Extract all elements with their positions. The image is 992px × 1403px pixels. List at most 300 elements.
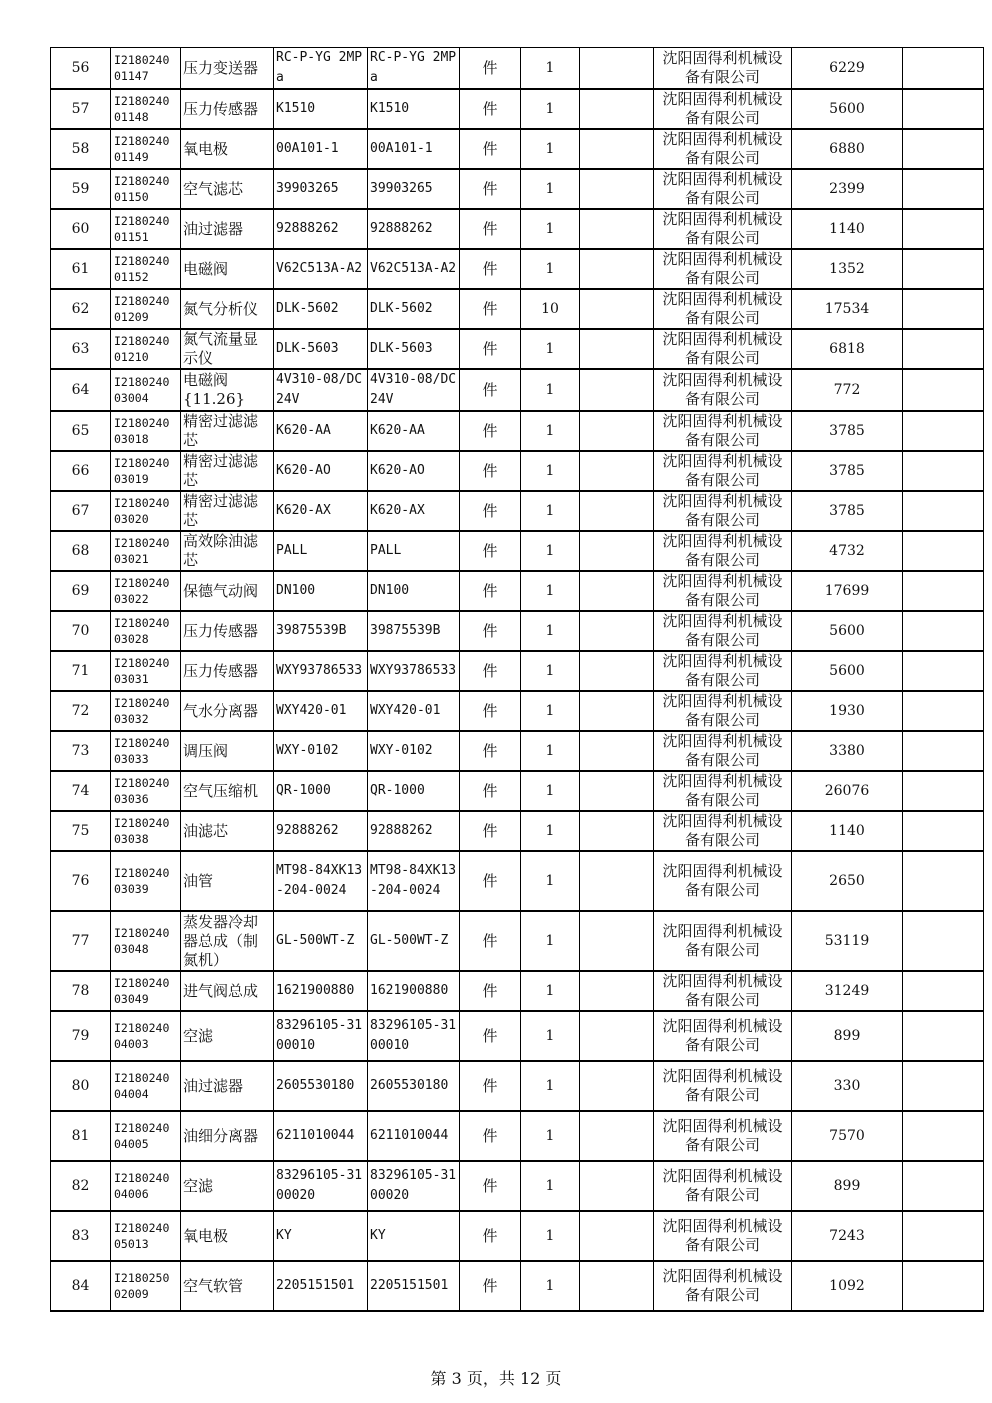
supplier-cell: 沈阳固得利机械设备有限公司 (654, 48, 792, 90)
model-cell: K620-AX (274, 491, 368, 531)
table-row (51, 731, 984, 771)
item-code-cell (111, 1211, 181, 1261)
table-row (51, 691, 984, 731)
price-cell: 899 (792, 1161, 903, 1211)
model-cell: DLK-5602 (274, 289, 368, 329)
quantity-cell: 1 (521, 329, 580, 369)
price-cell: 17534 (792, 289, 903, 329)
item-code-line: I2180240 (114, 1121, 170, 1135)
unit-cell: 件 (460, 48, 521, 90)
item-code-line: I2180240 (114, 976, 170, 990)
quantity-cell: 1 (521, 531, 580, 571)
empty-cell (580, 1261, 654, 1311)
empty-cell (580, 691, 654, 731)
spec-cell: 2205151501 (368, 1261, 460, 1311)
item-code-line: 04003 (114, 1037, 149, 1051)
quantity-cell: 1 (521, 1211, 580, 1261)
model-cell: 00A101-1 (274, 129, 368, 169)
item-code-line: I2180240 (114, 134, 170, 148)
empty-cell (580, 611, 654, 651)
item-name-cell: 空气滤芯 (181, 169, 274, 209)
item-code-line: 03033 (114, 752, 149, 766)
price-cell: 1352 (792, 249, 903, 289)
item-name-cell: 氧电极 (181, 1211, 274, 1261)
item-name-cell: 空气压缩机 (181, 771, 274, 811)
table-row (51, 209, 984, 249)
remark-cell (903, 209, 984, 249)
spec-cell: K620-AX (368, 491, 460, 531)
item-code-line: I2180240 (114, 1221, 170, 1235)
item-code-line: I2180240 (114, 496, 170, 510)
row-number-cell: 74 (51, 771, 111, 811)
table-row (51, 369, 984, 411)
model-cell: 6211010044 (274, 1111, 368, 1161)
price-cell: 1092 (792, 1261, 903, 1311)
table-row (51, 911, 984, 971)
spec-cell: 92888262 (368, 811, 460, 851)
table-row (51, 89, 984, 129)
remark-cell (903, 1161, 984, 1211)
model-cell: 4V310-08/DC24V (274, 369, 368, 411)
item-name-cell: 氮气流量显示仪 (181, 329, 274, 369)
unit-cell: 件 (460, 971, 521, 1011)
empty-cell (580, 209, 654, 249)
table-row (51, 611, 984, 651)
spec-cell: 39875539B (368, 611, 460, 651)
unit-cell: 件 (460, 911, 521, 971)
spec-cell: 39903265 (368, 169, 460, 209)
price-cell: 3785 (792, 451, 903, 491)
quantity-cell: 1 (521, 209, 580, 249)
quantity-cell: 1 (521, 451, 580, 491)
unit-cell: 件 (460, 451, 521, 491)
model-cell: DN100 (274, 571, 368, 611)
model-cell: 1621900880 (274, 971, 368, 1011)
remark-cell (903, 411, 984, 451)
item-code-cell (111, 971, 181, 1011)
item-code-cell (111, 611, 181, 651)
unit-cell: 件 (460, 1011, 521, 1061)
item-code-cell (111, 491, 181, 531)
item-name-cell: 调压阀 (181, 731, 274, 771)
supplier-cell: 沈阳固得利机械设备有限公司 (654, 451, 792, 491)
item-name-cell: 油过滤器 (181, 209, 274, 249)
empty-cell (580, 451, 654, 491)
model-cell: PALL (274, 531, 368, 571)
item-code-line: I2180240 (114, 656, 170, 670)
empty-cell (580, 411, 654, 451)
empty-cell (580, 1111, 654, 1161)
model-cell: K620-AO (274, 451, 368, 491)
spec-cell: WXY93786533 (368, 651, 460, 691)
row-number-cell: 56 (51, 48, 111, 90)
remark-cell (903, 48, 984, 90)
table-row (51, 491, 984, 531)
item-code-cell (111, 651, 181, 691)
supplier-cell: 沈阳固得利机械设备有限公司 (654, 369, 792, 411)
item-code-line: I2180240 (114, 294, 170, 308)
item-code-cell (111, 249, 181, 289)
remark-cell (903, 329, 984, 369)
unit-cell: 件 (460, 771, 521, 811)
supplier-cell: 沈阳固得利机械设备有限公司 (654, 911, 792, 971)
spec-cell: 92888262 (368, 209, 460, 249)
price-cell: 899 (792, 1011, 903, 1061)
model-cell: DLK-5603 (274, 329, 368, 369)
empty-cell (580, 369, 654, 411)
quantity-cell: 1 (521, 48, 580, 90)
supplier-cell: 沈阳固得利机械设备有限公司 (654, 1211, 792, 1261)
unit-cell: 件 (460, 1161, 521, 1211)
price-cell: 3785 (792, 411, 903, 451)
row-number-cell: 80 (51, 1061, 111, 1111)
remark-cell (903, 1061, 984, 1111)
row-number-cell: 72 (51, 691, 111, 731)
price-cell: 6229 (792, 48, 903, 90)
price-cell: 3785 (792, 491, 903, 531)
price-cell: 2650 (792, 851, 903, 911)
row-number-cell: 67 (51, 491, 111, 531)
item-code-line: I2180240 (114, 334, 170, 348)
item-code-cell (111, 451, 181, 491)
unit-cell: 件 (460, 851, 521, 911)
empty-cell (580, 1161, 654, 1211)
supplier-cell: 沈阳固得利机械设备有限公司 (654, 531, 792, 571)
item-name-cell: 压力传感器 (181, 651, 274, 691)
supplier-cell: 沈阳固得利机械设备有限公司 (654, 209, 792, 249)
model-cell: 92888262 (274, 811, 368, 851)
item-code-line: 01150 (114, 190, 149, 204)
model-cell: WXY-0102 (274, 731, 368, 771)
supplier-cell: 沈阳固得利机械设备有限公司 (654, 1011, 792, 1061)
supplier-cell: 沈阳固得利机械设备有限公司 (654, 611, 792, 651)
spec-cell: 83296105-3100010 (368, 1011, 460, 1061)
quantity-cell: 1 (521, 731, 580, 771)
table-row (51, 771, 984, 811)
price-cell: 17699 (792, 571, 903, 611)
model-cell: 39903265 (274, 169, 368, 209)
supplier-cell: 沈阳固得利机械设备有限公司 (654, 771, 792, 811)
item-name-cell: 氮气分析仪 (181, 289, 274, 329)
supplier-cell: 沈阳固得利机械设备有限公司 (654, 571, 792, 611)
empty-cell (580, 1061, 654, 1111)
item-code-cell (111, 411, 181, 451)
row-number-cell: 73 (51, 731, 111, 771)
model-cell: 2205151501 (274, 1261, 368, 1311)
model-cell: 83296105-3100010 (274, 1011, 368, 1061)
empty-cell (580, 531, 654, 571)
supplier-cell: 沈阳固得利机械设备有限公司 (654, 289, 792, 329)
item-code-line: 03031 (114, 672, 149, 686)
unit-cell: 件 (460, 209, 521, 249)
item-code-line: 02009 (114, 1287, 149, 1301)
remark-cell (903, 289, 984, 329)
empty-cell (580, 731, 654, 771)
spec-cell: WXY-0102 (368, 731, 460, 771)
supplier-cell: 沈阳固得利机械设备有限公司 (654, 89, 792, 129)
remark-cell (903, 491, 984, 531)
empty-cell (580, 329, 654, 369)
row-number-cell: 76 (51, 851, 111, 911)
remark-cell (903, 611, 984, 651)
item-code-line: 03039 (114, 882, 149, 896)
item-code-line: 03048 (114, 942, 149, 956)
row-number-cell: 61 (51, 249, 111, 289)
parts-table (50, 47, 984, 1312)
item-code-line: 03004 (114, 391, 149, 405)
quantity-cell: 1 (521, 911, 580, 971)
item-code-line: 03022 (114, 592, 149, 606)
quantity-cell: 1 (521, 771, 580, 811)
spec-cell: K1510 (368, 89, 460, 129)
model-cell: 92888262 (274, 209, 368, 249)
price-cell: 3380 (792, 731, 903, 771)
item-code-cell (111, 169, 181, 209)
item-code-line: I2180240 (114, 736, 170, 750)
item-code-line: 03028 (114, 632, 149, 646)
item-name-cell: 电磁阀{11.26} (181, 369, 274, 411)
item-code-cell (111, 731, 181, 771)
remark-cell (903, 451, 984, 491)
table-row (51, 249, 984, 289)
item-code-line: I2180240 (114, 866, 170, 880)
table-row (51, 169, 984, 209)
remark-cell (903, 1211, 984, 1261)
remark-cell (903, 369, 984, 411)
item-code-line: I2180240 (114, 214, 170, 228)
model-cell: 2605530180 (274, 1061, 368, 1111)
item-code-cell (111, 289, 181, 329)
quantity-cell: 10 (521, 289, 580, 329)
unit-cell: 件 (460, 611, 521, 651)
quantity-cell: 1 (521, 971, 580, 1011)
item-code-line: 01148 (114, 110, 149, 124)
table-row (51, 289, 984, 329)
item-code-cell (111, 1011, 181, 1061)
spec-cell: 6211010044 (368, 1111, 460, 1161)
item-name-cell: 蒸发器冷却器总成（制氮机） (181, 911, 274, 971)
spec-cell: 00A101-1 (368, 129, 460, 169)
item-code-cell (111, 1111, 181, 1161)
item-code-line: I2180240 (114, 696, 170, 710)
quantity-cell: 1 (521, 1061, 580, 1111)
remark-cell (903, 1111, 984, 1161)
item-code-line: I2180240 (114, 816, 170, 830)
item-code-line: I2180240 (114, 94, 170, 108)
row-number-cell: 71 (51, 651, 111, 691)
item-code-line: 03018 (114, 432, 149, 446)
item-code-line: I2180240 (114, 53, 170, 67)
price-cell: 5600 (792, 89, 903, 129)
item-code-line: I2180240 (114, 776, 170, 790)
price-cell: 1140 (792, 209, 903, 249)
spec-cell: 1621900880 (368, 971, 460, 1011)
remark-cell (903, 911, 984, 971)
supplier-cell: 沈阳固得利机械设备有限公司 (654, 971, 792, 1011)
supplier-cell: 沈阳固得利机械设备有限公司 (654, 691, 792, 731)
empty-cell (580, 911, 654, 971)
quantity-cell: 1 (521, 89, 580, 129)
row-number-cell: 66 (51, 451, 111, 491)
table-row (51, 451, 984, 491)
price-cell: 5600 (792, 611, 903, 651)
spec-cell: MT98-84XK13-204-0024 (368, 851, 460, 911)
spec-cell: PALL (368, 531, 460, 571)
spec-cell: WXY420-01 (368, 691, 460, 731)
empty-cell (580, 129, 654, 169)
unit-cell: 件 (460, 571, 521, 611)
empty-cell (580, 651, 654, 691)
quantity-cell: 1 (521, 1011, 580, 1061)
price-cell: 7570 (792, 1111, 903, 1161)
item-name-cell: 油细分离器 (181, 1111, 274, 1161)
item-name-cell: 进气阀总成 (181, 971, 274, 1011)
model-cell: KY (274, 1211, 368, 1261)
unit-cell: 件 (460, 289, 521, 329)
item-code-cell (111, 1161, 181, 1211)
item-code-line: 03036 (114, 792, 149, 806)
remark-cell (903, 89, 984, 129)
row-number-cell: 69 (51, 571, 111, 611)
remark-cell (903, 1011, 984, 1061)
unit-cell: 件 (460, 129, 521, 169)
item-code-line: 05013 (114, 1237, 149, 1251)
remark-cell (903, 571, 984, 611)
quantity-cell: 1 (521, 169, 580, 209)
table-row (51, 411, 984, 451)
quantity-cell: 1 (521, 1261, 580, 1311)
table-row (51, 129, 984, 169)
empty-cell (580, 89, 654, 129)
empty-cell (580, 169, 654, 209)
spec-cell: K620-AA (368, 411, 460, 451)
spec-cell: DLK-5603 (368, 329, 460, 369)
spec-cell: KY (368, 1211, 460, 1261)
row-number-cell: 59 (51, 169, 111, 209)
item-code-line: 03020 (114, 512, 149, 526)
item-code-cell (111, 531, 181, 571)
item-code-line: I2180240 (114, 1071, 170, 1085)
item-code-cell (111, 1061, 181, 1111)
price-cell: 2399 (792, 169, 903, 209)
item-name-cell: 高效除油滤芯 (181, 531, 274, 571)
unit-cell: 件 (460, 329, 521, 369)
item-code-cell (111, 369, 181, 411)
item-code-cell (111, 129, 181, 169)
unit-cell: 件 (460, 811, 521, 851)
item-code-line: 03049 (114, 992, 149, 1006)
quantity-cell: 1 (521, 411, 580, 451)
remark-cell (903, 731, 984, 771)
row-number-cell: 70 (51, 611, 111, 651)
item-code-line: I2180240 (114, 174, 170, 188)
row-number-cell: 60 (51, 209, 111, 249)
spec-cell: GL-500WT-Z (368, 911, 460, 971)
spec-cell: 2605530180 (368, 1061, 460, 1111)
item-code-line: 01209 (114, 310, 149, 324)
table-body (51, 48, 984, 1312)
model-cell: V62C513A-A2 (274, 249, 368, 289)
unit-cell: 件 (460, 169, 521, 209)
spec-cell: 4V310-08/DC24V (368, 369, 460, 411)
spec-cell: K620-AO (368, 451, 460, 491)
item-code-line: 03032 (114, 712, 149, 726)
empty-cell (580, 1211, 654, 1261)
price-cell: 31249 (792, 971, 903, 1011)
table-row (51, 531, 984, 571)
unit-cell: 件 (460, 731, 521, 771)
unit-cell: 件 (460, 411, 521, 451)
item-name-cell: 精密过滤滤芯 (181, 451, 274, 491)
table-row (51, 1011, 984, 1061)
table-row (51, 329, 984, 369)
supplier-cell: 沈阳固得利机械设备有限公司 (654, 1111, 792, 1161)
spec-cell: RC-P-YG 2MPa (368, 48, 460, 90)
unit-cell: 件 (460, 1061, 521, 1111)
quantity-cell: 1 (521, 811, 580, 851)
model-cell: WXY420-01 (274, 691, 368, 731)
item-code-line: 03019 (114, 472, 149, 486)
empty-cell (580, 1011, 654, 1061)
table-row (51, 1161, 984, 1211)
unit-cell: 件 (460, 1261, 521, 1311)
spec-cell: 83296105-3100020 (368, 1161, 460, 1211)
model-cell: K1510 (274, 89, 368, 129)
model-cell: 83296105-3100020 (274, 1161, 368, 1211)
empty-cell (580, 289, 654, 329)
item-name-cell: 油滤芯 (181, 811, 274, 851)
row-number-cell: 68 (51, 531, 111, 571)
item-code-line: 04005 (114, 1137, 149, 1151)
item-code-line: 01147 (114, 69, 149, 83)
remark-cell (903, 691, 984, 731)
item-code-cell (111, 48, 181, 90)
remark-cell (903, 971, 984, 1011)
item-name-cell: 氧电极 (181, 129, 274, 169)
empty-cell (580, 48, 654, 90)
item-name-cell: 保德气动阀 (181, 571, 274, 611)
item-code-line: 01151 (114, 230, 149, 244)
row-number-cell: 83 (51, 1211, 111, 1261)
table-row (51, 851, 984, 911)
row-number-cell: 63 (51, 329, 111, 369)
supplier-cell: 沈阳固得利机械设备有限公司 (654, 491, 792, 531)
price-cell: 1140 (792, 811, 903, 851)
table-row (51, 48, 984, 90)
row-number-cell: 79 (51, 1011, 111, 1061)
spec-cell: V62C513A-A2 (368, 249, 460, 289)
item-name-cell: 油管 (181, 851, 274, 911)
price-cell: 330 (792, 1061, 903, 1111)
quantity-cell: 1 (521, 249, 580, 289)
row-number-cell: 84 (51, 1261, 111, 1311)
item-code-cell (111, 771, 181, 811)
item-code-cell (111, 851, 181, 911)
item-name-cell: 空滤 (181, 1161, 274, 1211)
quantity-cell: 1 (521, 129, 580, 169)
price-cell: 5600 (792, 651, 903, 691)
row-number-cell: 81 (51, 1111, 111, 1161)
table-row (51, 651, 984, 691)
quantity-cell: 1 (521, 491, 580, 531)
item-code-cell (111, 571, 181, 611)
item-code-cell (111, 89, 181, 129)
table-row (51, 971, 984, 1011)
unit-cell: 件 (460, 89, 521, 129)
empty-cell (580, 491, 654, 531)
item-code-line: 01152 (114, 270, 149, 284)
row-number-cell: 62 (51, 289, 111, 329)
